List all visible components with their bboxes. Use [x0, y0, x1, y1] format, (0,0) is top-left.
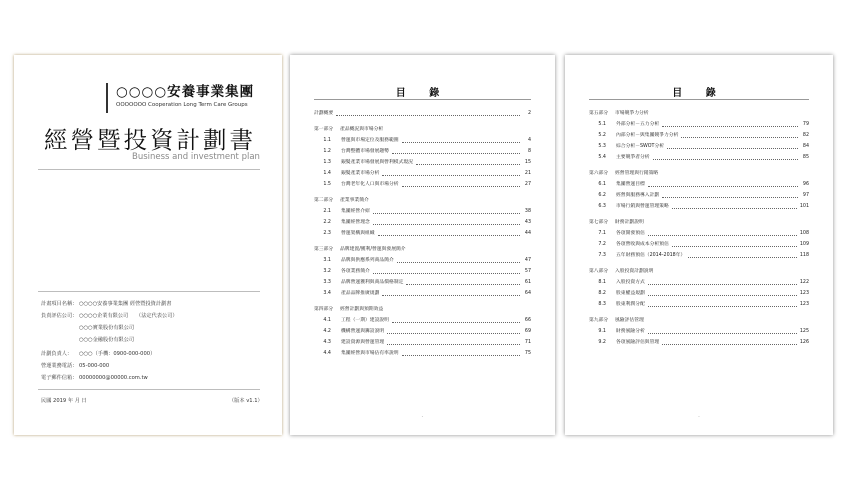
- cover-divider-top: [38, 169, 260, 170]
- toc-part-heading[interactable]: [314, 127, 531, 133]
- cover-org-name-en: OOOOOOO Cooperation Long Term Care Groups: [116, 102, 248, 108]
- toc-leader-dots: [648, 332, 797, 334]
- toc-page-number: 57: [524, 269, 531, 274]
- toc-entry-title: 入股投資方式: [616, 280, 645, 285]
- toc-leader-dots: [648, 305, 797, 307]
- toc-entry-number: 7.2: [598, 242, 606, 247]
- toc-entry-title: 銀髮產業市場分析: [341, 171, 380, 176]
- toc-part-label: 第二部分: [314, 198, 334, 203]
- toc-entry-title: 台灣整體市場發展趨勢: [341, 149, 389, 154]
- toc-leader-dots: [373, 272, 520, 274]
- toc-entry-number: 2.1: [323, 209, 331, 214]
- toc-entry[interactable]: [314, 160, 531, 166]
- toc-page-number: 64: [524, 291, 531, 296]
- toc-entry[interactable]: [314, 258, 531, 264]
- toc-entry-number: 4.1: [323, 318, 331, 323]
- toc-leader-dots: [387, 343, 520, 345]
- toc-entry-title: 集團營運目標: [616, 182, 645, 187]
- cover-info-row: [41, 374, 148, 381]
- toc-part-label: 第四部分: [314, 307, 334, 312]
- toc-entry-title: 內部分析－與集團競爭力分析: [616, 133, 679, 138]
- toc-page-2: [565, 55, 833, 435]
- toc-leader-dots: [662, 125, 798, 127]
- toc-entry-title: 工程（一期）建設說明: [341, 318, 389, 323]
- toc-entry[interactable]: [314, 351, 531, 357]
- toc-part-title: 產業事業簡介: [340, 198, 369, 203]
- toc-entry-number: 3.2: [323, 269, 331, 274]
- toc-page-number: 75: [524, 351, 531, 356]
- cover-info-row: [41, 300, 171, 307]
- toc-entry-number: 6.2: [598, 193, 606, 198]
- toc-entry[interactable]: [589, 340, 809, 346]
- toc-entry[interactable]: [314, 318, 531, 324]
- toc-leader-dots: [672, 207, 797, 209]
- toc-entry-title: 集團經營與市場佔有率說明: [341, 351, 399, 356]
- toc-leader-dots: [402, 141, 520, 143]
- toc-part-title: 風險評估管理: [615, 318, 644, 323]
- toc-part-label: 第五部分: [589, 111, 609, 116]
- toc-entry-number: 9.1: [598, 329, 606, 334]
- toc-page-number: 82: [802, 133, 809, 138]
- toc-page-number: 126: [799, 340, 809, 345]
- toc-entry[interactable]: [314, 269, 531, 275]
- toc-part-label: 第七部分: [589, 220, 609, 225]
- toc-leader-dots: [382, 174, 520, 176]
- toc-entry-number: 5.2: [598, 133, 606, 138]
- cover-info-value: ○○○○企業有限公司 （法定代表公司）: [79, 313, 178, 319]
- toc-leader-dots: [648, 294, 797, 296]
- toc-entry[interactable]: [589, 280, 809, 286]
- toc-entry-number: 1.2: [323, 149, 331, 154]
- toc-part-title: 財務計劃說明: [615, 220, 644, 225]
- toc-entry[interactable]: [589, 242, 809, 248]
- toc-entry-number: 5.1: [598, 122, 606, 127]
- cover-info-row: [41, 362, 109, 369]
- toc-entry-number: 6.1: [598, 182, 606, 187]
- toc-entry-number: 4.4: [323, 351, 331, 356]
- toc-leader-dots: [416, 163, 520, 165]
- toc-entry[interactable]: [314, 182, 531, 188]
- toc-entry-title: 銀髮產業市場發展與營利模式現況: [341, 160, 413, 165]
- cover-info-row: [41, 350, 155, 357]
- toc-leader-dots: [406, 283, 520, 285]
- toc-title: 目 錄: [395, 88, 450, 99]
- toc-title: 目 錄: [672, 88, 726, 99]
- toc-page-number: 4: [527, 138, 531, 143]
- toc-leader-dots: [653, 158, 798, 160]
- toc-leader-dots: [387, 332, 520, 334]
- toc-leader-dots: [382, 294, 520, 296]
- toc-leader-dots: [402, 185, 520, 187]
- toc-entry-title: 外部分析－五力分析: [616, 122, 660, 127]
- cover-info-row: [41, 312, 178, 319]
- toc-entry-number: 1.1: [323, 138, 331, 143]
- toc-page-number: 109: [799, 242, 809, 247]
- toc-entry-title: 股東權益規劃: [616, 291, 645, 296]
- toc-part-heading[interactable]: [589, 318, 809, 324]
- toc-part-label: 第九部分: [589, 318, 609, 323]
- toc-leader-dots: [378, 234, 520, 236]
- toc-entry[interactable]: [314, 171, 531, 177]
- toc-entry[interactable]: [589, 182, 809, 188]
- toc-part-title: 產品概況與市場分析: [340, 127, 384, 132]
- toc-entry-title: 產品品牌推廣規劃: [341, 291, 380, 296]
- toc-page-number: 61: [524, 280, 531, 285]
- cover-info-value: ○○○（手機：0900-000-000）: [79, 351, 156, 357]
- toc-entry-number: 5.3: [598, 144, 606, 149]
- toc-leader-dots: [336, 114, 520, 116]
- toc-leader-dots: [648, 185, 798, 187]
- toc-entry[interactable]: [589, 144, 809, 150]
- toc-part-label: 第三部分: [314, 247, 334, 252]
- toc-entry-title: 營運架構與組織: [341, 231, 375, 236]
- cover-info-value: 00000000@00000.com.tw: [79, 375, 148, 381]
- toc-page-number: 118: [799, 253, 809, 258]
- cover-info-value: 05-000-000: [79, 363, 110, 369]
- toc-entry[interactable]: [314, 220, 531, 226]
- toc-page-number: 101: [799, 204, 809, 209]
- cover-divider-bottom: [38, 389, 260, 390]
- toc-entry[interactable]: [314, 111, 531, 117]
- toc-leader-dots: [662, 343, 797, 345]
- toc-entry-title: 各項業務簡介: [341, 269, 370, 274]
- toc-part-heading[interactable]: [589, 171, 809, 177]
- toc-page-number: 21: [524, 171, 531, 176]
- toc-entry-title: 集團經營理念: [341, 220, 370, 225]
- toc-entry-number: 7.3: [598, 253, 606, 258]
- toc-entry-number: 8.1: [598, 280, 606, 285]
- toc-entry[interactable]: [314, 209, 531, 215]
- toc-page-number: 71: [524, 340, 531, 345]
- toc-leader-dots: [397, 261, 520, 263]
- toc-entry[interactable]: [314, 138, 531, 144]
- toc-page-number: 38: [524, 209, 531, 214]
- toc-entry-number: 8.2: [598, 291, 606, 296]
- cover-info-value: ○○○○安養事業集團 經營暨投資計劃書: [79, 301, 172, 307]
- toc-part-title: 品牌建置/獲利/營運與發展簡介: [340, 247, 406, 252]
- page-footer: -: [421, 414, 424, 419]
- toc-entry-number: 9.2: [598, 340, 606, 345]
- toc-page-number: 96: [802, 182, 809, 187]
- toc-part-title: 入股投資計劃說明: [615, 269, 654, 274]
- page-footer: -: [698, 414, 700, 419]
- toc-entry-number: 1.3: [323, 160, 331, 165]
- toc-entry-title: 營運與市場定位及服務範圍: [341, 138, 399, 143]
- toc-entry[interactable]: [589, 133, 809, 139]
- toc-part-heading[interactable]: [314, 198, 531, 204]
- toc-title-rule: [589, 99, 809, 100]
- toc-entry-title: 五年財務預估（2014-2018年）: [616, 253, 686, 258]
- toc-entry-number: 3.4: [323, 291, 331, 296]
- toc-page-number: 122: [799, 280, 809, 285]
- cover-divider-middle: [38, 291, 260, 292]
- toc-title-rule: [314, 99, 531, 100]
- cover-info-label: 計畫項目名稱：: [41, 301, 78, 307]
- toc-entry[interactable]: [589, 329, 809, 335]
- toc-page-number: 47: [524, 258, 531, 263]
- toc-entry-title: 主要競爭者分析: [616, 155, 650, 160]
- toc-entry-title: 綜合分析－SWOT分析: [616, 144, 665, 149]
- cover-info-label: 負責評估公司：: [41, 313, 78, 319]
- toc-page-number: 27: [524, 182, 531, 187]
- toc-entry[interactable]: [589, 231, 809, 237]
- cover-info-label: 電子郵件信箱：: [41, 375, 78, 381]
- toc-entry-title: 集團經營介紹: [341, 209, 370, 214]
- toc-part-heading[interactable]: [589, 269, 809, 275]
- toc-page-number: 15: [524, 160, 531, 165]
- toc-page-number: 85: [802, 155, 809, 160]
- cover-date: 民國 2019 年 月 日: [41, 398, 87, 404]
- toc-leader-dots: [373, 212, 520, 214]
- toc-entry-number: 1.5: [323, 182, 331, 187]
- toc-entry-number: 6.3: [598, 204, 606, 209]
- toc-page-number: 125: [799, 329, 809, 334]
- toc-entry[interactable]: [589, 253, 809, 259]
- toc-page-number: 44: [524, 231, 531, 236]
- toc-part-heading[interactable]: [589, 111, 809, 117]
- toc-entry-number: 2.3: [323, 231, 331, 236]
- toc-entry[interactable]: [314, 291, 531, 297]
- toc-leader-dots: [688, 256, 797, 258]
- cover-org-name: ○○○○安養事業集團: [116, 84, 255, 100]
- toc-entry[interactable]: [589, 204, 809, 210]
- toc-entry-number: 4.3: [323, 340, 331, 345]
- toc-leader-dots: [392, 152, 520, 154]
- toc-entry-title: 各項開發預估: [616, 231, 645, 236]
- toc-entry-number: 3.1: [323, 258, 331, 263]
- toc-leader-dots: [672, 245, 797, 247]
- toc-entry[interactable]: [314, 231, 531, 237]
- toc-part-label: 第八部分: [589, 269, 609, 274]
- toc-entry-title: 市場行銷與營運管理策略: [616, 204, 669, 209]
- toc-leader-dots: [373, 223, 520, 225]
- toc-page-number: 79: [802, 122, 809, 127]
- toc-leader-dots: [648, 283, 797, 285]
- toc-part-label: 第六部分: [589, 171, 609, 176]
- toc-leader-dots: [392, 321, 520, 323]
- toc-leader-dots: [662, 196, 798, 198]
- toc-page-number: 123: [799, 291, 809, 296]
- cover-info-row: [41, 336, 134, 343]
- cover-info-row: [41, 324, 134, 331]
- toc-part-heading[interactable]: [314, 307, 531, 313]
- toc-entry-title: 建設資源與營運管理: [341, 340, 385, 345]
- toc-entry[interactable]: [589, 122, 809, 128]
- toc-page-number: 97: [802, 193, 809, 198]
- toc-page-number: 69: [524, 329, 531, 334]
- cover-title: 經營暨投資計劃書: [44, 126, 256, 154]
- toc-page-number: 8: [527, 149, 531, 154]
- toc-page-1: [290, 55, 555, 435]
- toc-entry-title: 機構營運與籌設說明: [341, 329, 385, 334]
- toc-entry-number: 4.2: [323, 329, 331, 334]
- toc-entry[interactable]: [314, 149, 531, 155]
- toc-entry-title: 品牌與供應系列商品簡介: [341, 258, 394, 263]
- toc-leader-dots: [681, 136, 798, 138]
- toc-entry-title: 股東利潤分配: [616, 302, 645, 307]
- toc-part-title: 經營計劃與預期效益: [340, 307, 384, 312]
- toc-leader-dots: [648, 234, 797, 236]
- toc-part-heading[interactable]: [314, 247, 531, 253]
- toc-entry-title: 各項風險評估與管理: [616, 340, 660, 345]
- toc-entry-number: 5.4: [598, 155, 606, 160]
- toc-entry[interactable]: [589, 193, 809, 199]
- toc-leader-dots: [402, 354, 520, 356]
- cover-info-value: ○○○金融股份有限公司: [79, 337, 135, 343]
- toc-entry[interactable]: [589, 155, 809, 161]
- toc-entry[interactable]: [314, 280, 531, 286]
- toc-page-number: 66: [524, 318, 531, 323]
- toc-entry-title: 經營與服務導入計劃: [616, 193, 660, 198]
- cover-info-value: ○○○實業股份有限公司: [79, 325, 135, 331]
- cover-version: （版本 v1.1）: [229, 398, 263, 404]
- toc-entry-title: 財務風險分析: [616, 329, 645, 334]
- toc-entry[interactable]: [314, 329, 531, 335]
- toc-page-number: 2: [527, 111, 531, 116]
- toc-entry-number: 7.1: [598, 231, 606, 236]
- cover-page: [14, 55, 282, 435]
- cover-subtitle: Business and investment plan: [132, 152, 260, 162]
- toc-entry[interactable]: [589, 302, 809, 308]
- toc-part-heading[interactable]: [589, 220, 809, 226]
- toc-page-number: 108: [799, 231, 809, 236]
- cover-info-label: 計劃負責人：: [41, 351, 73, 357]
- toc-entry-number: 1.4: [323, 171, 331, 176]
- cover-accent-bar: [106, 83, 108, 113]
- toc-part-title: 經營管理與行銷策略: [615, 171, 659, 176]
- toc-page-number: 84: [802, 144, 809, 149]
- toc-leader-dots: [667, 147, 798, 149]
- toc-entry-number: 8.3: [598, 302, 606, 307]
- toc-entry-title: 台灣老年化人口與市場分析: [341, 182, 399, 187]
- toc-page-number: 123: [799, 302, 809, 307]
- toc-part-label: 第一部分: [314, 127, 334, 132]
- cover-info-label: 營運業務電話：: [41, 363, 78, 369]
- toc-entry-number: 3.3: [323, 280, 331, 285]
- toc-page-number: 43: [524, 220, 531, 225]
- toc-entry[interactable]: [314, 340, 531, 346]
- toc-entry-title: 各項營收與成本分析預估: [616, 242, 669, 247]
- toc-entry-title: 品牌營運獲利與商品價格制定: [341, 280, 404, 285]
- toc-entry-number: 2.2: [323, 220, 331, 225]
- toc-entry[interactable]: [589, 291, 809, 297]
- toc-entry-title: 計劃概要: [314, 111, 334, 116]
- toc-part-title: 市場競爭力分析: [615, 111, 649, 116]
